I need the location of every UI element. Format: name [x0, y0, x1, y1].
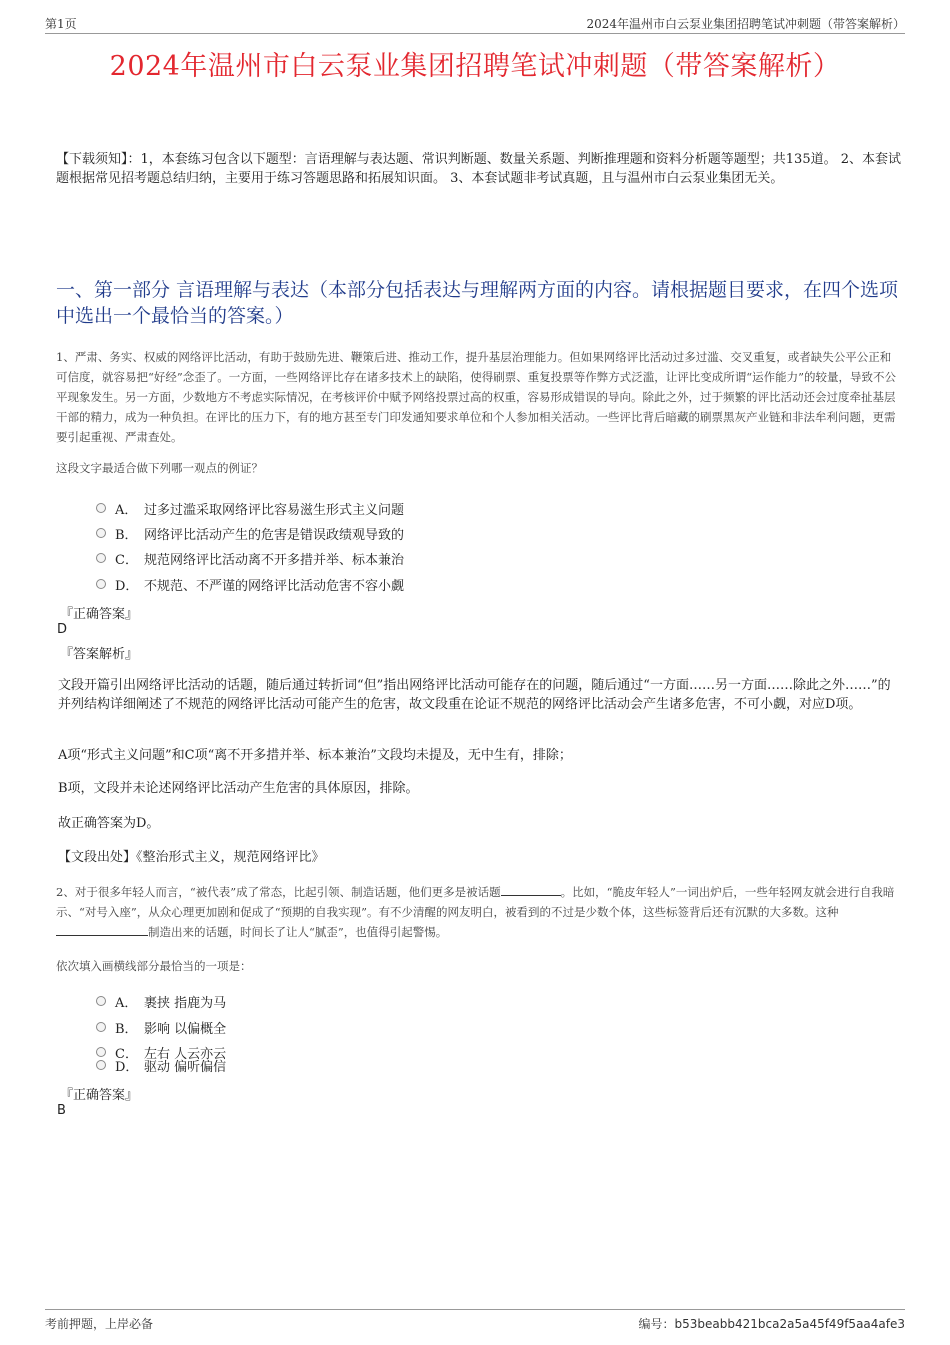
option-text: 规范网络评比活动离不开多措并举、标本兼治 [144, 553, 405, 568]
option-text: 驱动 偏听偏信 [144, 1060, 227, 1075]
radio-button[interactable] [96, 553, 106, 563]
option-letter: B． [115, 528, 138, 543]
option-letter: C． [115, 553, 138, 568]
q1-analysis-paragraph: 文段开篇引出网络评比活动的话题，随后通过转折词“但”指出网络评比活动可能存在的问题，随后通过“一方面……另一方面……除此之外……”的并列结构详细阐述了不规范的网络评比活动可能产生的危害，故文段重在论证不规范的网络评比活动会产生诸多危害，不可小觑，对应D项。 [58, 678, 891, 712]
option-text: 影响 以偏概全 [144, 1022, 227, 1037]
page-header [45, 13, 905, 34]
page-number: 第1页 [45, 17, 77, 31]
q1-source: 【文段出处】《整治形式主义，规范网络评比》 [58, 850, 325, 865]
radio-button[interactable] [96, 579, 106, 589]
header-doc-title: 2024年温州市白云泵业集团招聘笔试冲刺题（带答案解析） [586, 17, 905, 31]
option-letter: D． [115, 1060, 139, 1075]
option-text: 不规范、不严谨的网络评比活动危害不容小觑 [144, 579, 405, 594]
option-letter: B． [115, 1022, 138, 1037]
fill-blank-2 [56, 922, 148, 936]
document-title: 2024年温州市白云泵业集团招聘笔试冲刺题（带答案解析） [109, 51, 841, 82]
q2-answer: B [57, 1103, 66, 1118]
option-text: 裹挟 指鹿为马 [144, 996, 227, 1011]
page-footer [45, 1309, 905, 1332]
option-letter: D． [115, 579, 139, 594]
stem-text: 制造出来的话题，时间长了让人“腻歪”，也值得引起警惕。 [148, 925, 448, 939]
radio-button[interactable] [96, 528, 106, 538]
q2-answer-label: 『正确答案』 [60, 1088, 139, 1103]
question-1-prompt: 这段文字最适合做下列哪一观点的例证？ [56, 461, 263, 475]
stem-text: 。比如，“脆皮年轻人”一词出炉后，一些年轻网友就会进行自我暗示、“对号入座”，从众心理更加剧和促成了“预期的自我实现”。有不少清醒的网友明白，被看到的不过是少数个体，这些标签背后还有沉默的大多数。这种 [56, 885, 895, 919]
q1-analysis-paragraph: A项“形式主义问题”和C项“离不开多措并举、标本兼治”文段均未提及，无中生有，排除； [58, 748, 572, 763]
document-code [639, 1315, 906, 1332]
code-label: 编号： [638, 1317, 675, 1331]
option-text: 左右 人云亦云 [144, 1047, 227, 1062]
question-1-stem: 1、严肃、务实、权威的网络评比活动，有助于鼓励先进、鞭策后进、推动工作，提升基层治理能力。但如果网络评比活动过多过滥、交叉重复，或者缺失公平公正和可信度，就容易把“好经”念歪了。一方面，一些网络评比存在诸多技术上的缺陷，使得刷票、重复投票等作弊方式泛滥，让评比变成所谓“运作能力”的较量，导致不公平现象发生。另一方面，少数地方不考虑实际情况，在考核评价中赋予网络投票过高的权重，容易形成错误的导向。除此之外，过于频繁的评比活动还会过度牵扯基层干部的精力，成为一种负担。在评比的压力下，有的地方甚至专门印发通知要求单位和个人参加相关活动。一些评比背后暗藏的刷票黑灰产业链和非法牟利问题，更需要引起重视、严肃查处。 [56, 350, 897, 444]
fill-blank-1 [501, 882, 561, 896]
q1-answer-label: 『正确答案』 [60, 607, 139, 622]
radio-button[interactable] [96, 1047, 106, 1057]
q1-answer: D [57, 622, 68, 637]
section-heading: 一、第一部分 言语理解与表达（本部分包括表达与理解两方面的内容。请根据题目要求，在四个选项中选出一个最恰当的答案。） [56, 279, 899, 327]
option-letter: A． [115, 503, 138, 518]
option-letter: C． [115, 1047, 138, 1062]
option-text: 过多过滥采取网络评比容易滋生形式主义问题 [144, 503, 405, 518]
question-2-stem [56, 882, 901, 942]
option-letter: A． [115, 996, 138, 1011]
stem-text: 2、对于很多年轻人而言，“被代表”成了常态，比起引领、制造话题，他们更多是被话题 [56, 885, 501, 899]
q1-analysis-paragraph: 故正确答案为D。 [58, 816, 160, 831]
radio-button[interactable] [96, 1060, 106, 1070]
radio-button[interactable] [96, 503, 106, 513]
option-text: 网络评比活动产生的危害是错误政绩观导致的 [144, 528, 405, 543]
radio-button[interactable] [96, 1022, 106, 1032]
question-2-prompt: 依次填入画横线部分最恰当的一项是： [56, 959, 252, 973]
q1-analysis-paragraph: B项，文段并未论述网络评比活动产生危害的具体原因，排除。 [58, 781, 419, 796]
code-value: b53beabb421bca2a5a45f49f5aa4afe3 [674, 1317, 905, 1331]
footer-slogan: 考前押题，上岸必备 [45, 1317, 154, 1331]
q1-analysis-label: 『答案解析』 [60, 647, 139, 662]
radio-button[interactable] [96, 996, 106, 1006]
download-notice: 【下载须知】：1，本套练习包含以下题型：言语理解与表达题、常识判断题、数量关系题、判断推理题和资料分析题等题型；共135道。 2、本套试题根据常见招考题总结归纳，主要用于练习答题思路和拓展知识面。 3、本套试题非考试真题，且与温州市白云泵业集团无关。 [56, 152, 901, 186]
